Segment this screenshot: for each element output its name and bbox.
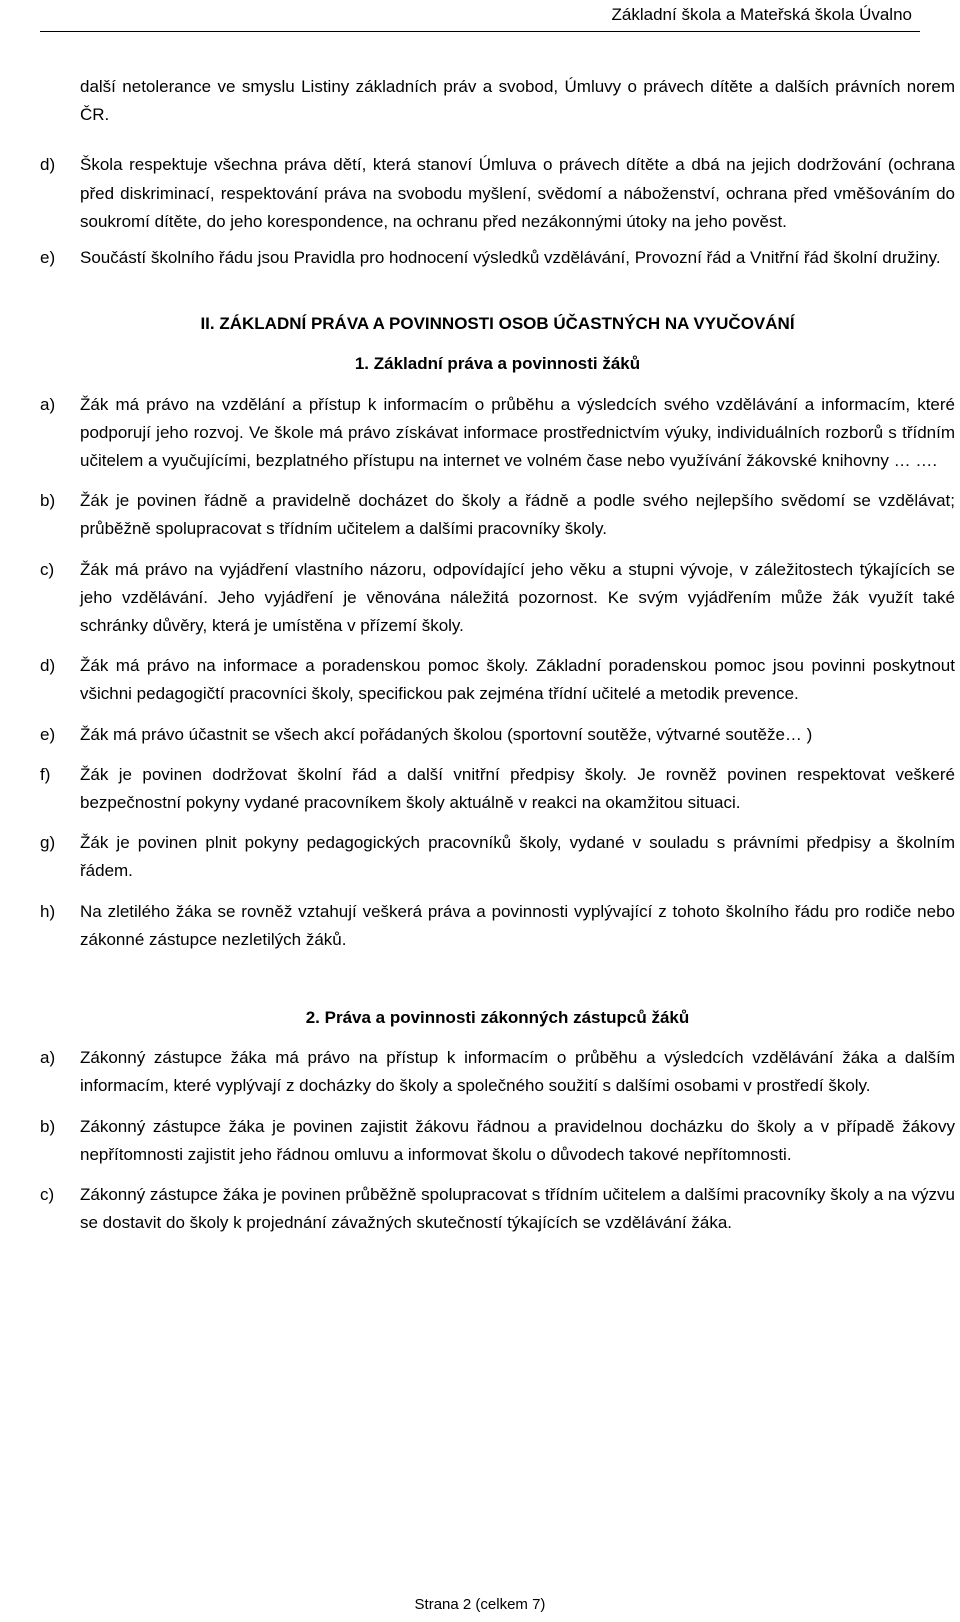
list-item-a xyxy=(40,391,955,476)
header-title: Základní škola a Mateřská škola Úvalno xyxy=(611,5,912,24)
item-label: h) xyxy=(40,901,56,921)
item-label: e) xyxy=(40,724,56,744)
section-1-title: 1. Základní práva a povinnosti žáků xyxy=(354,354,641,374)
item-label: b) xyxy=(40,1116,56,1136)
header-rule xyxy=(40,31,920,32)
item-text: Žák má právo na informace a poradenskou pomoc školy. Základní poradenskou pomoc jsou povinni poskytnout všichni pedagogičtí pracovníci školy, specifickou pak zejména třídní učitelé a metodik prevence. xyxy=(80,656,955,704)
page-header xyxy=(0,0,960,32)
item-text: Zákonný zástupce žáka je povinen průběžně spolupracovat s třídním učitelem a dalšími pracovníky školy a na výzvu se dostavit do školy k projednání závažných skutečností týkajících se vzdělávání žáka. xyxy=(80,1185,955,1233)
item-label: a) xyxy=(40,1048,56,1068)
item-label: d) xyxy=(40,656,56,676)
item-label: a) xyxy=(40,394,56,414)
list-item-f xyxy=(40,761,955,817)
item-text: Žák je povinen dodržovat školní řád a další vnitřní předpisy školy. Je rovněž povinen respektovat veškeré bezpečnostní pokyny vydané pracovníkem školy aktuálně v reakci na okamžitou situaci. xyxy=(80,764,955,813)
item-label: b) xyxy=(40,491,56,511)
list-item-e xyxy=(40,721,955,749)
list-item-b xyxy=(40,487,955,543)
list-item-a xyxy=(40,1044,955,1100)
item-label: d) xyxy=(40,155,56,175)
item-text: Na zletilého žáka se rovněž vztahují veškerá práva a povinnosti vyplývající z tohoto školního řádu pro rodiče nebo zákonné zástupce nezletilých žáků. xyxy=(80,901,955,949)
item-text: Žák je povinen řádně a pravidelně docházet do školy a řádně a podle svého nejlepšího svědomí se vzdělávat; průběžně spolupracovat s třídním učitelem a dalšími pracovníky školy. xyxy=(80,491,955,539)
section-2-title: 2. Práva a povinnosti zákonných zástupců žáků xyxy=(305,1008,690,1028)
item-text: Žák je povinen plnit pokyny pedagogických pracovníků školy, vydané v souladu s právními předpisy a školním řádem. xyxy=(80,833,955,881)
item-label: c) xyxy=(40,1185,55,1205)
chapter-title: II. ZÁKLADNÍ PRÁVA A POVINNOSTI OSOB ÚČASTNÝCH NA VYUČOVÁNÍ xyxy=(200,314,795,334)
item-text: Žák má právo účastnit se všech akcí pořádaných školou (sportovní soutěže, výtvarné soutěže… ) xyxy=(80,724,813,744)
intro-continuation: další netolerance ve smyslu Listiny základních práv a svobod, Úmluvy o právech dítěte a dalších právních norem ČR. xyxy=(80,77,955,125)
list-item-d xyxy=(40,652,955,708)
list-item-c xyxy=(40,1181,955,1237)
item-text: Zákonný zástupce žáka má právo na přístup k informacím o průběhu a výsledcích vzdělávání žáka a dalším informacím, které vyplývají z docházky do školy a společného soužití s dalšími osobami v prostředí školy. xyxy=(80,1048,955,1096)
list-item-c xyxy=(40,556,955,641)
item-text: Součástí školního řádu jsou Pravidla pro hodnocení výsledků vzdělávání, Provozní řád a Vnitřní řád školní družiny. xyxy=(80,248,941,268)
list-item-b xyxy=(40,1113,955,1169)
item-label: e) xyxy=(40,248,56,268)
item-label: c) xyxy=(40,559,55,579)
item-text: Zákonný zástupce žáka je povinen zajistit žákovu řádnou a pravidelnou docházku do školy a v případě žákovy nepřítomnosti zajistit jeho řádnou omluvu a informovat školu o důvodech takové nepřítomnosti. xyxy=(80,1116,955,1164)
document-body xyxy=(40,73,955,1238)
list-item-h xyxy=(40,898,955,954)
item-label: g) xyxy=(40,833,56,853)
list-item-d xyxy=(40,151,955,236)
item-text: Žák má právo na vzdělání a přístup k informacím o průběhu a výsledcích svého vzdělávání a informacím, které podporují jeho rozvoj. Ve škole má právo získávat informace prostřednictvím výuky, individuálních rozborů s třídním učitelem a vyučujícími, bezplatného přístupu na internet ve volném čase nebo využívání žákovské knihovny … …. xyxy=(80,394,955,471)
list-item-g xyxy=(40,829,955,885)
page-number: Strana 2 (celkem 7) xyxy=(414,1596,546,1613)
list-item-e xyxy=(40,244,955,272)
item-text: Škola respektuje všechna práva dětí, která stanoví Úmluva o právech dítěte a dbá na jejich dodržování (ochrana před diskriminací, respektování práva na svobodu myšlení, svědomí a náboženství, ochrana před vměšováním do soukromí dítěte, do jeho korespondence, na ochranu před nezákonnými útoky na jeho pověst. xyxy=(80,155,955,231)
item-text: Žák má právo na vyjádření vlastního názoru, odpovídající jeho věku a stupni vývoje, v záležitostech týkajících se jeho vzdělávání. Jeho vyjádření je věnována náležitá pozornost. Ke svým vyjádřením může žák využít také schránky důvěry, která je umístěna v přízemí školy. xyxy=(80,559,955,636)
item-label: f) xyxy=(40,764,51,784)
